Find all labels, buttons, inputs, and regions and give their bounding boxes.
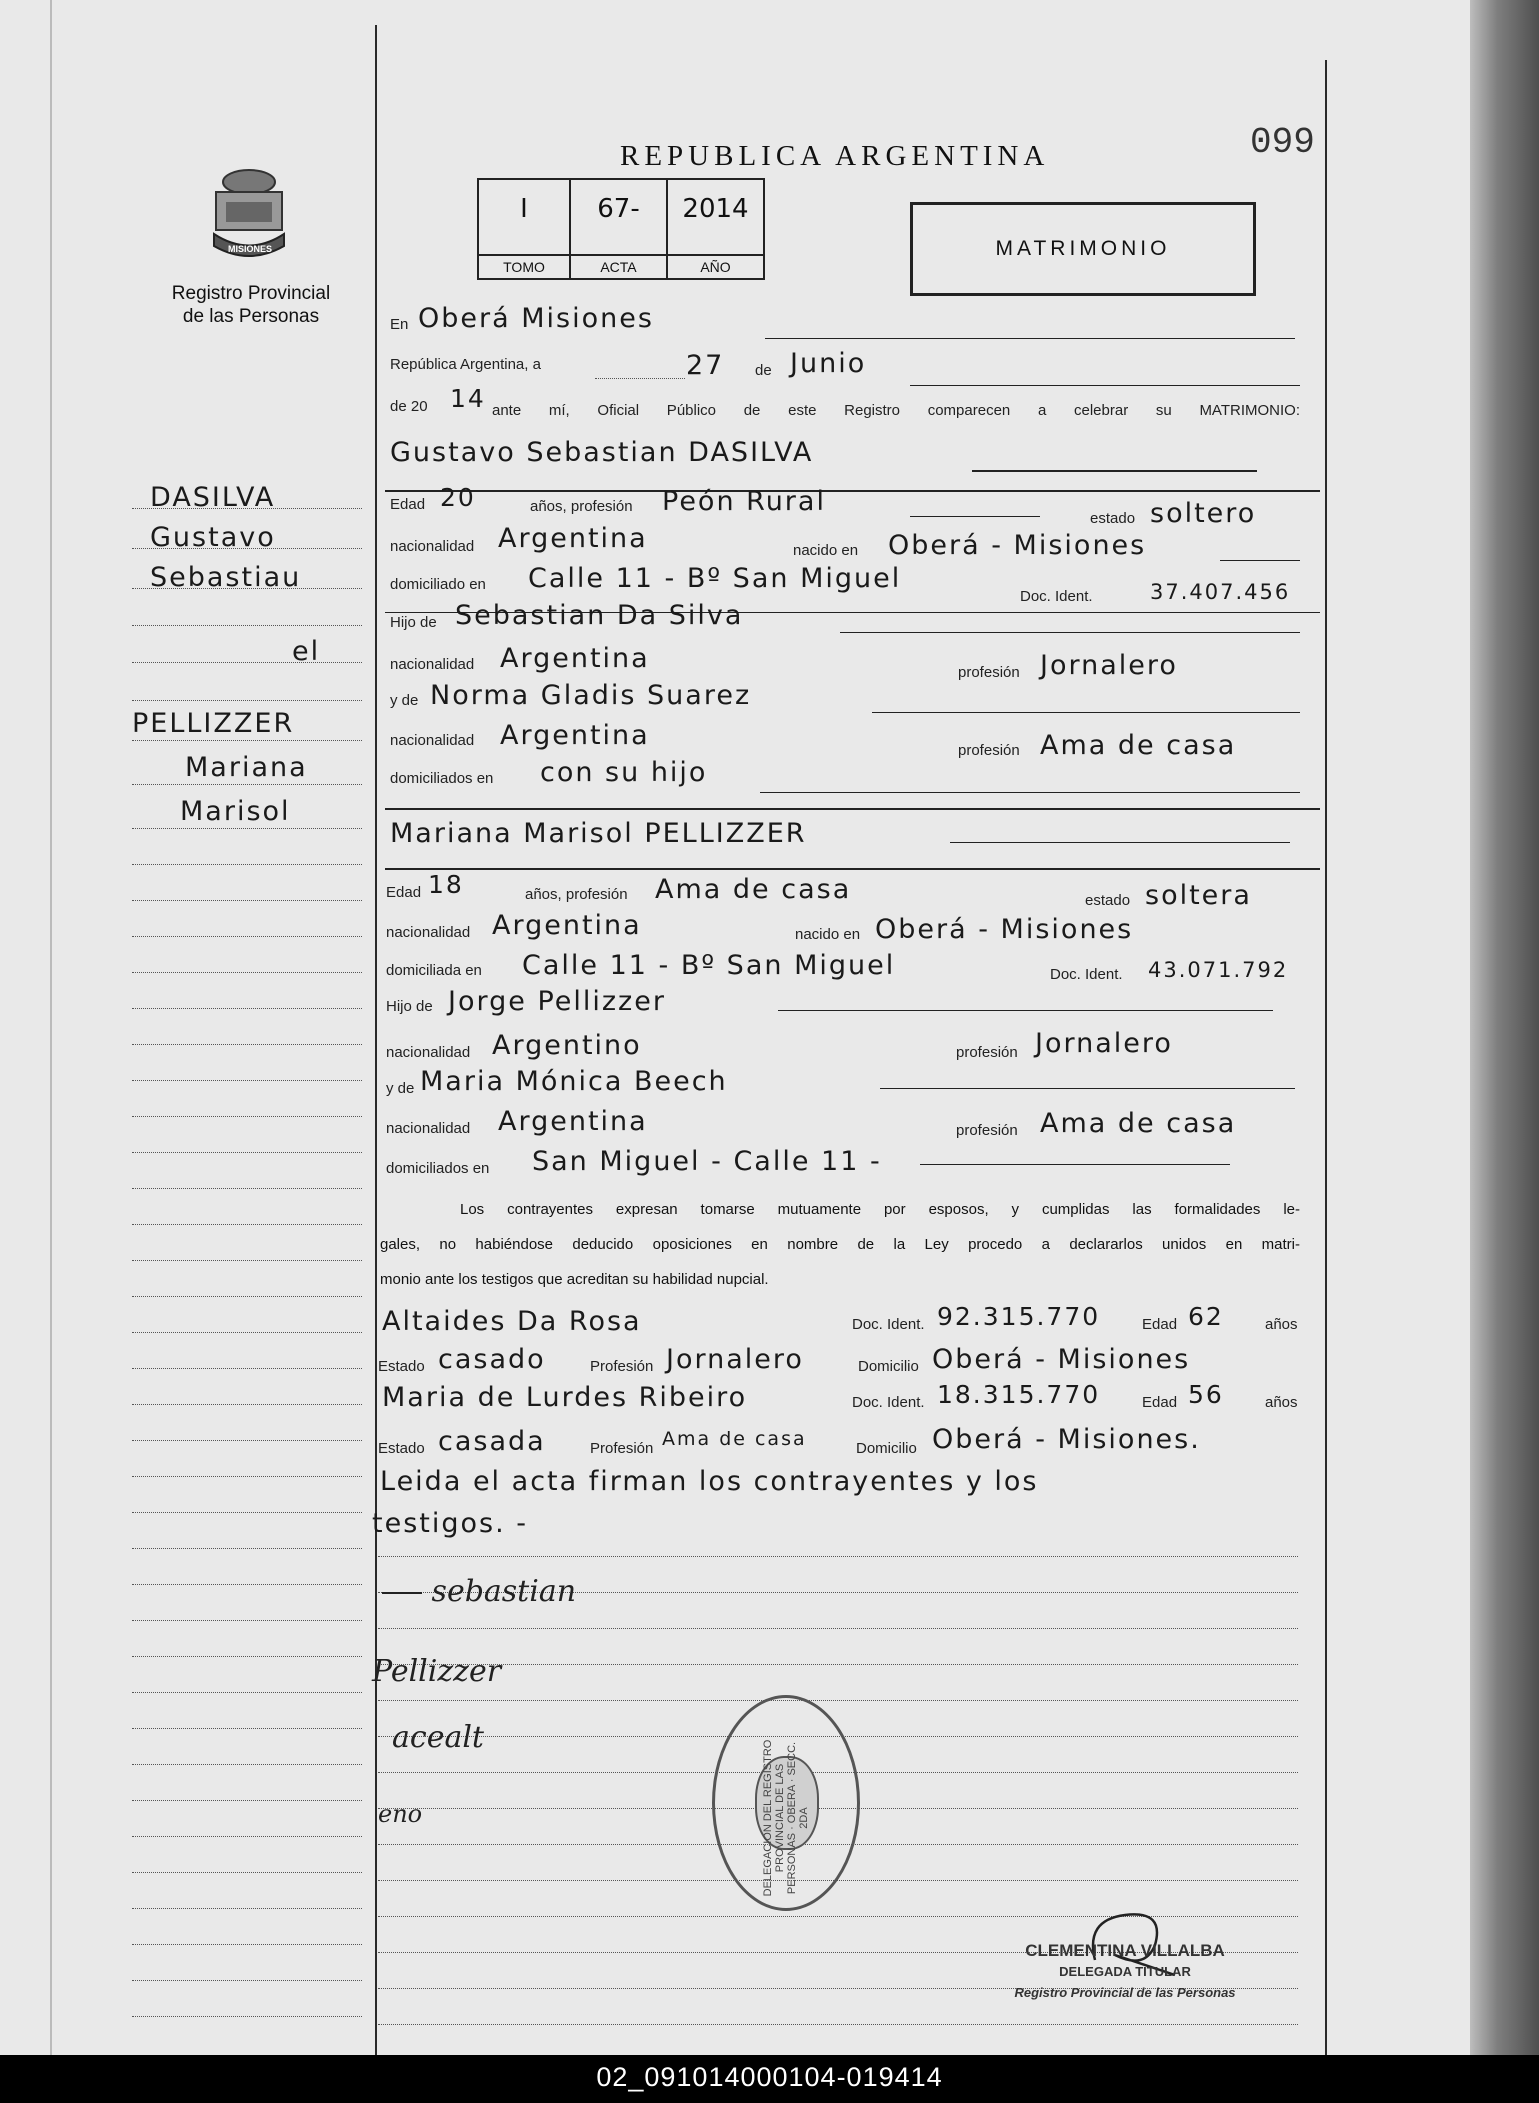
line	[872, 712, 1300, 713]
separator	[385, 808, 1320, 810]
profession-label: profesión	[958, 742, 1020, 759]
margin-line	[132, 864, 362, 865]
estado-label: Estado	[378, 1358, 425, 1375]
spouse1-nationality: Argentina	[498, 523, 648, 554]
born-label: nacido en	[795, 926, 861, 943]
margin-line	[132, 1008, 362, 1009]
domiciled-label: domiciliados en	[386, 1160, 490, 1177]
separator	[385, 490, 1320, 492]
margin-line	[132, 508, 362, 509]
anos-label: años	[1265, 1394, 1298, 1411]
spouse1-marital-status: soltero	[1150, 498, 1257, 529]
margin-line	[132, 1872, 362, 1873]
margin-line	[132, 972, 362, 973]
spouse1-age: 20	[440, 483, 476, 512]
ruled-line	[378, 1880, 1298, 1881]
witness2-address: Oberá - Misiones.	[932, 1424, 1201, 1455]
anio-cell	[668, 180, 763, 278]
official-name: CLEMENTINA VILLALBA	[1025, 1941, 1225, 1960]
line	[880, 1088, 1295, 1089]
registry-name-line2: de las Personas	[182, 306, 320, 327]
estado-label: estado	[1090, 510, 1136, 527]
margin-surname1: DASILVA	[150, 482, 276, 513]
line	[778, 1010, 1273, 1011]
margin-line	[132, 1080, 362, 1081]
margin-conjunction: el	[292, 636, 321, 667]
spouse1-parents-address: con su hijo	[540, 757, 708, 788]
margin-secondname2: Marisol	[180, 796, 291, 827]
nationality-label: nacionalidad	[390, 538, 475, 555]
margin-line	[132, 662, 362, 663]
witness2-name: Maria de Lurdes Ribeiro	[382, 1382, 748, 1413]
acta-label: ACTA	[571, 254, 666, 278]
republic-label: República Argentina, a	[390, 356, 541, 373]
witness2-marital-status: casada	[438, 1426, 546, 1457]
nationality-label: nacionalidad	[386, 1120, 471, 1137]
and-of-label: y de	[390, 692, 419, 709]
signature-4: eno	[378, 1800, 423, 1828]
spouse1-birthplace: Oberá - Misiones	[888, 530, 1147, 561]
ruled-line	[378, 1664, 1298, 1665]
margin-line	[132, 1944, 362, 1945]
margin-line	[132, 625, 362, 626]
spouse1-address: Calle 11 - Bº San Miguel	[528, 563, 902, 594]
witness1-name: Altaides Da Rosa	[382, 1306, 642, 1337]
profession-label: Profesión	[590, 1358, 654, 1375]
margin-line	[132, 1044, 362, 1045]
margin-line	[132, 1656, 362, 1657]
en-label: En	[390, 316, 409, 333]
margin-line	[132, 700, 362, 701]
margin-line	[132, 936, 362, 937]
margin-line	[132, 1368, 362, 1369]
profession-label: años, profesión	[530, 498, 633, 515]
doc-label: Doc. Ident.	[1050, 966, 1123, 983]
declaration-line3: monio ante los testigos que acreditan su habilidad nupcial.	[380, 1271, 769, 1288]
domicile-label: domiciliada en	[386, 962, 482, 979]
month-value: Junio	[790, 348, 867, 379]
acta-cell	[571, 180, 668, 278]
spouse1-mother-nationality: Argentina	[500, 720, 650, 751]
doc-label: Doc. Ident.	[1020, 588, 1093, 605]
witness2-profession: Ama de casa	[662, 1428, 807, 1450]
witness1-document: 92.315.770	[937, 1302, 1101, 1331]
margin-line	[132, 1548, 362, 1549]
edad-label: Edad	[386, 884, 422, 901]
spouse2-father-profession: Jornalero	[1035, 1028, 1173, 1059]
profession-label: años, profesión	[525, 886, 628, 903]
ruled-line	[378, 2024, 1298, 2025]
margin-line	[132, 740, 362, 741]
margin-firstname2: Mariana	[185, 752, 308, 783]
spouse2-nationality: Argentina	[492, 910, 642, 941]
domicile-label: domiciliado en	[390, 576, 486, 593]
year-suffix: 14	[450, 384, 486, 413]
spouse2-age: 18	[428, 870, 464, 899]
line	[950, 842, 1290, 843]
page-edge-shadow	[1470, 0, 1539, 2055]
spouse1-profession: Peón Rural	[662, 486, 826, 517]
profession-label: profesión	[958, 664, 1020, 681]
profession-label: profesión	[956, 1122, 1018, 1139]
intro-text: ante mí, Oficial Público de este Registro comparecen a celebrar su MATRIMONIO:	[492, 402, 1300, 419]
spouse2-profession: Ama de casa	[655, 874, 852, 905]
margin-line	[132, 1440, 362, 1441]
signature-2: Pellizzer	[372, 1654, 502, 1689]
witness2-document: 18.315.770	[937, 1380, 1101, 1409]
margin-line	[132, 2016, 362, 2017]
spouse2-document: 43.071.792	[1148, 958, 1289, 982]
margin-column-line	[375, 25, 377, 2055]
margin-line	[132, 1728, 362, 1729]
line	[920, 1164, 1230, 1165]
closing-line2: testigos. -	[372, 1508, 528, 1539]
margin-line	[132, 1404, 362, 1405]
line	[910, 516, 1040, 517]
line	[840, 632, 1300, 633]
witness2-age: 56	[1188, 1380, 1224, 1409]
margin-line	[132, 1296, 362, 1297]
declaration-line2: gales, no habiéndose deducido oposiciones en nombre de la Ley procedo a declararlos unidos en matri-	[380, 1236, 1300, 1253]
witness1-age: 62	[1188, 1302, 1224, 1331]
spouse2-birthplace: Oberá - Misiones	[875, 914, 1134, 945]
margin-line	[132, 828, 362, 829]
ruled-line	[378, 1700, 1298, 1701]
spouse2-father-nationality: Argentino	[492, 1030, 642, 1061]
nationality-label: nacionalidad	[390, 732, 475, 749]
official-seal	[712, 1695, 860, 1911]
margin-line	[132, 548, 362, 549]
month-underline	[910, 385, 1300, 386]
country-title: REPUBLICA ARGENTINA	[620, 140, 1050, 172]
and-of-label: y de	[386, 1080, 415, 1097]
provincial-logo	[204, 162, 294, 268]
nationality-label: nacionalidad	[386, 1044, 471, 1061]
margin-line	[132, 1152, 362, 1153]
spouse2-father: Jorge Pellizzer	[448, 986, 666, 1017]
margin-line	[132, 1512, 362, 1513]
spouse1-document: 37.407.456	[1150, 580, 1291, 604]
anos-label: años	[1265, 1316, 1298, 1333]
son-of-label: Hijo de	[386, 998, 433, 1015]
seal-text: DELEGACION DEL REGISTRO PROVINCIAL DE LAS PERSONAS · OBERA · SECC. 2DA	[762, 1739, 810, 1897]
domiciled-label: domiciliados en	[390, 770, 494, 787]
spouse2-address: Calle 11 - Bº San Miguel	[522, 950, 896, 981]
spouse1-name: Gustavo Sebastian DASILVA	[390, 437, 814, 468]
margin-line	[132, 1800, 362, 1801]
margin-line	[132, 1980, 362, 1981]
line	[760, 792, 1300, 793]
place-value: Oberá Misiones	[418, 303, 654, 334]
profession-label: Profesión	[590, 1440, 654, 1457]
son-of-label: Hijo de	[390, 614, 437, 631]
line	[1220, 560, 1300, 561]
registry-box	[477, 178, 765, 280]
anio-label: AÑO	[668, 254, 763, 278]
ruled-line	[378, 1556, 1298, 1557]
anio-value: 2014	[682, 194, 749, 224]
born-label: nacido en	[793, 542, 859, 559]
margin-line	[132, 1260, 362, 1261]
year-prefix: de 20	[390, 398, 428, 415]
registry-name	[156, 282, 346, 328]
official-office: Registro Provincial de las Personas	[1014, 1985, 1236, 2000]
spouse1-mother-profession: Ama de casa	[1040, 730, 1237, 761]
day-dots	[595, 378, 685, 379]
day-value: 27	[686, 350, 725, 381]
margin-line	[132, 1584, 362, 1585]
spouse2-mother-profession: Ama de casa	[1040, 1108, 1237, 1139]
margin-line	[132, 1764, 362, 1765]
left-binding-line	[50, 0, 52, 2055]
profession-label: profesión	[956, 1044, 1018, 1061]
margin-line	[132, 784, 362, 785]
doc-label: Doc. Ident.	[852, 1316, 925, 1333]
signature-1-text: sebastian	[431, 1574, 577, 1609]
margin-line	[132, 1332, 362, 1333]
nationality-label: nacionalidad	[386, 924, 471, 941]
spouse1-father-profession: Jornalero	[1040, 650, 1178, 681]
document-code: 02_091014000104-019414	[596, 2062, 943, 2092]
spouse2-mother-nationality: Argentina	[498, 1106, 648, 1137]
doc-label: Doc. Ident.	[852, 1394, 925, 1411]
tomo-cell	[479, 180, 571, 278]
margin-line	[132, 1476, 362, 1477]
margin-line	[132, 1692, 362, 1693]
declaration-line1: Los contrayentes expresan tomarse mutuamente por esposos, y cumplidas las formalidades le-	[460, 1201, 1300, 1218]
margin-secondname1: Sebastiau	[150, 562, 302, 593]
domicile-label: Domicilio	[856, 1440, 917, 1457]
spouse1-mother: Norma Gladis Suarez	[430, 680, 752, 711]
witness1-marital-status: casado	[438, 1344, 546, 1375]
signature-3: acealt	[392, 1720, 484, 1755]
tomo-value: I	[520, 194, 528, 224]
separator	[385, 868, 1320, 870]
margin-line	[132, 1188, 362, 1189]
margin-line	[132, 1224, 362, 1225]
spouse1-father: Sebastian Da Silva	[455, 600, 744, 631]
estado-label: Estado	[378, 1440, 425, 1457]
ruled-line	[378, 1628, 1298, 1629]
witness1-profession: Jornalero	[666, 1344, 804, 1375]
page-number: 099	[1250, 122, 1315, 163]
margin-firstname1: Gustavo	[150, 522, 276, 553]
acta-value: 67-	[597, 194, 640, 224]
right-border-line	[1325, 60, 1327, 2055]
nationality-label: nacionalidad	[390, 656, 475, 673]
margin-surname2: PELLIZZER	[132, 708, 295, 739]
spouse2-mother: Maria Mónica Beech	[420, 1066, 728, 1097]
logo-text: MISIONES	[227, 244, 272, 254]
margin-line	[132, 1116, 362, 1117]
tomo-label: TOMO	[479, 254, 569, 278]
closing-line1: Leida el acta firman los contrayentes y los	[380, 1466, 1039, 1497]
margin-line	[132, 1908, 362, 1909]
edad-label: Edad	[1142, 1316, 1178, 1333]
margin-line	[132, 588, 362, 589]
witness1-address: Oberá - Misiones	[932, 1344, 1191, 1375]
declaration-text	[380, 1192, 1300, 1297]
edad-label: Edad	[390, 496, 426, 513]
official-stamp	[990, 1940, 1260, 2003]
margin-line	[132, 900, 362, 901]
spouse2-marital-status: soltera	[1145, 880, 1252, 911]
spouse2-parents-address: San Miguel - Calle 11 -	[532, 1146, 882, 1177]
estado-label: estado	[1085, 892, 1131, 909]
signature-1	[382, 1574, 576, 1609]
registry-name-line1: Registro Provincial	[171, 283, 331, 304]
domicile-label: Domicilio	[858, 1358, 919, 1375]
act-type-box: MATRIMONIO	[910, 202, 1256, 296]
margin-line	[132, 1620, 362, 1621]
spouse1-name-rule	[972, 470, 1257, 472]
edad-label: Edad	[1142, 1394, 1178, 1411]
official-title: DELEGADA TITULAR	[1059, 1964, 1191, 1979]
place-underline	[765, 338, 1295, 339]
de-label: de	[755, 362, 772, 379]
spouse2-name: Mariana Marisol PELLIZZER	[390, 818, 807, 849]
margin-line	[132, 1836, 362, 1837]
spouse1-father-nationality: Argentina	[500, 643, 650, 674]
